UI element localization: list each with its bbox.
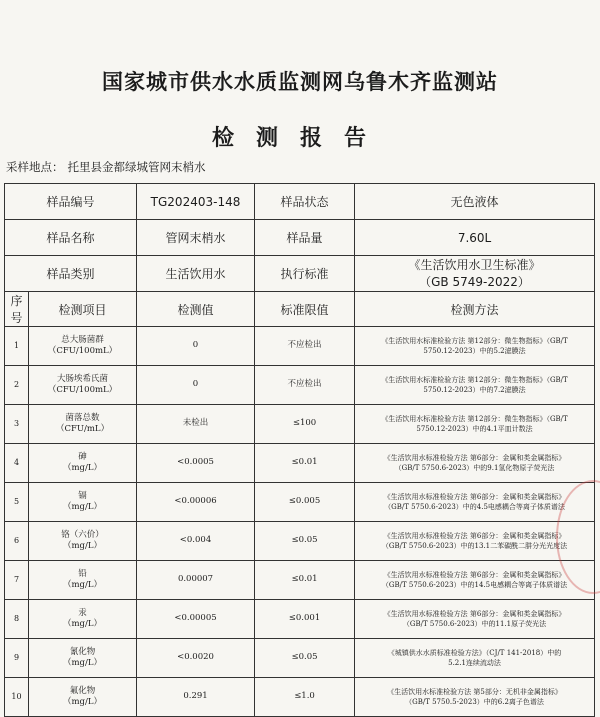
test-value [137,366,255,405]
row-index [5,483,29,522]
test-value [137,483,255,522]
row-index [5,327,29,366]
test-value-line: 0 [192,379,199,390]
test-value [137,600,255,639]
test-item-line: 镉 [78,490,87,501]
standard-limit-line: ≤0.005 [288,496,321,507]
column-header-limit: 标准限值 [255,292,355,327]
sampling-location [6,159,210,175]
test-method-line: 《生活饮用水标准检验方法 第12部分：微生物指标》（GB/T [381,375,568,384]
test-item [29,444,137,483]
row-index-line: 10 [11,691,22,701]
test-item [29,600,137,639]
table-row [5,639,595,678]
test-method [355,678,595,717]
standard-limit-line: ≤0.05 [291,652,318,663]
standard-limit-line: ≤0.01 [291,457,318,468]
standard-limit [255,444,355,483]
column-header-item: 检测项目 [29,292,137,327]
table-row [5,678,595,717]
test-value-line: <0.0020 [177,652,214,663]
test-method-line: 《生活饮用水标准检验方法 第6部分：金属和类金属指标》 [383,531,566,540]
info-row-category [5,256,595,292]
test-item-line: （mg/L） [63,502,103,512]
test-method [355,639,595,678]
test-item-line: （mg/L） [63,658,103,668]
row-index [5,444,29,483]
test-method-line: （GB/T 5750.5-2023）中的6.2离子色谱法 [405,698,544,706]
table-row [5,561,595,600]
column-header-idx: 序号 [5,292,29,327]
column-header-method: 检测方法 [355,292,595,327]
test-item-line: 铬（六价） [61,529,104,540]
test-item-line: （mg/L） [63,580,103,590]
row-index-line: 7 [13,574,20,584]
test-method [355,405,595,444]
row-index [5,405,29,444]
column-header-value: 检测值 [137,292,255,327]
test-method-line: （GB/T 5750.6-2023）中的9.1氢化物原子荧光法 [394,464,555,472]
row-index [5,522,29,561]
standard-limit [255,678,355,717]
test-method-line: 5750.12-2023）中的4.1平皿计数法 [416,425,533,433]
table-row [5,522,595,561]
test-value-line: <0.004 [179,535,212,546]
test-value [137,444,255,483]
test-item [29,639,137,678]
row-index-line: 5 [13,496,20,506]
standard-name: 《生活饮用水卫生标准》 [408,258,541,273]
test-method-line: 《城镇供水水质标准检验方法》（CJ/T 141-2018）中的 [387,648,562,657]
row-index-line: 2 [13,379,20,389]
row-index-line: 3 [13,418,20,428]
test-method-line: 《生活饮用水标准检验方法 第6部分：金属和类金属指标》 [383,570,566,579]
test-value-line: 0.00007 [177,574,214,585]
table-row [5,483,595,522]
sampling-location-label: 采样地点： [6,160,64,174]
row-index-line: 4 [13,457,20,467]
test-value [137,405,255,444]
test-method-line: 5.2.1连续流动法 [448,659,501,667]
sample-state-label: 样品状态 [255,184,355,220]
test-value [137,327,255,366]
row-index [5,600,29,639]
test-value-line: 0 [192,340,199,351]
test-value-line: <0.00006 [174,496,217,507]
test-method-line: 《生活饮用水标准检验方法 第6部分：金属和类金属指标》 [383,453,566,462]
table-row [5,600,595,639]
standard-limit [255,327,355,366]
sample-no-label: 样品编号 [5,184,137,220]
row-index-line: 9 [13,652,20,662]
standard-limit-line: 不应检出 [287,340,322,351]
test-method [355,561,595,600]
sample-name-value: 管网末梢水 [137,220,255,256]
row-index-line: 8 [13,613,20,623]
test-item-line: 菌落总数 [65,412,100,423]
standard-limit [255,522,355,561]
standard-limit-line: ≤0.01 [291,574,318,585]
test-method-line: （GB/T 5750.6-2023）中的14.5电感耦合等离子体质谱法 [381,581,568,589]
test-value [137,678,255,717]
table-row [5,444,595,483]
sample-name-label: 样品名称 [5,220,137,256]
standard-limit [255,639,355,678]
test-item [29,327,137,366]
test-item-line: 总大肠菌群 [61,334,104,345]
test-value-line: 0.291 [183,691,208,702]
standard-limit-line: ≤100 [292,418,317,429]
test-value-line: 未检出 [182,418,209,429]
table-row [5,366,595,405]
row-index [5,639,29,678]
sample-qty-value: 7.60L [355,220,595,256]
test-value-line: <0.00005 [174,613,217,624]
info-row-sample-no [5,184,595,220]
sample-category-value: 生活饮用水 [137,256,255,292]
test-method-line: 5750.12-2023）中的5.2滤膜法 [423,347,526,355]
standard-limit-line: ≤0.001 [288,613,321,624]
test-method-line: （GB/T 5750.6-2023）中的13.1二苯碳酰二肼分光光度法 [381,542,568,550]
test-item-line: 氟化物 [69,685,96,696]
row-index [5,678,29,717]
standard-limit-line: ≤0.05 [291,535,318,546]
test-method [355,366,595,405]
test-item-line: 汞 [78,607,87,618]
test-method [355,444,595,483]
test-method [355,600,595,639]
results-body [5,327,595,717]
test-method-line: 《生活饮用水标准检验方法 第12部分：微生物指标》（GB/T [381,414,568,423]
row-index [5,561,29,600]
table-row [5,405,595,444]
test-method-line: 5750.12-2023）中的7.2滤膜法 [423,386,526,394]
test-method-line: 《生活饮用水标准检验方法 第12部分：微生物指标》（GB/T [381,336,568,345]
standard-value [355,256,595,292]
test-item [29,522,137,561]
test-item-line: 铅 [78,568,87,579]
test-item-line: 氰化物 [69,646,96,657]
test-item-line: （CFU/mL） [55,424,110,434]
standard-limit-line: ≤1.0 [294,691,315,702]
test-item [29,366,137,405]
column-header-row [5,292,595,327]
test-item-line: （CFU/100mL） [47,385,118,395]
standard-limit [255,483,355,522]
sample-category-label: 样品类别 [5,256,137,292]
standard-limit [255,600,355,639]
standard-limit [255,561,355,600]
table-row [5,327,595,366]
row-index-line: 6 [13,535,20,545]
test-item-line: 砷 [78,451,87,462]
row-index-line: 1 [13,340,20,350]
test-value-line: <0.0005 [177,457,214,468]
test-item-line: （mg/L） [63,463,103,473]
test-value [137,639,255,678]
test-method-line: 《生活饮用水标准检验方法 第6部分：金属和类金属指标》 [383,492,566,501]
sampling-location-value: 托里县金都绿城管网末梢水 [67,160,206,174]
test-item-line: （mg/L） [63,697,103,707]
standard-limit-line: 不应检出 [287,379,322,390]
report-table [4,183,595,717]
test-value [137,522,255,561]
info-row-sample-name [5,220,595,256]
standard-code: （GB 5749-2022） [419,274,530,289]
sample-no-value: TG202403-148 [137,184,255,220]
test-item [29,483,137,522]
test-method-line: （GB/T 5750.6-2023）中的11.1原子荧光法 [402,620,547,628]
test-method [355,327,595,366]
test-item [29,405,137,444]
test-item-line: （CFU/100mL） [47,346,118,356]
test-method-line: 《生活饮用水标准检验方法 第6部分：金属和类金属指标》 [383,609,566,618]
sample-qty-label: 样品量 [255,220,355,256]
test-method-line: （GB/T 5750.6-2023）中的4.5电感耦合等离子体质谱法 [384,503,565,511]
test-item-line: 大肠埃希氏菌 [57,373,109,384]
standard-limit [255,366,355,405]
test-method-line: 《生活饮用水标准检验方法 第5部分：无机非金属指标》 [387,687,562,696]
report-title: 检测报告 [211,126,388,151]
standard-limit [255,405,355,444]
test-item-line: （mg/L） [63,541,103,551]
organization-title: 国家城市供水水质监测网乌鲁木齐监测站 [102,70,498,94]
test-value [137,561,255,600]
test-item [29,678,137,717]
test-item [29,561,137,600]
row-index [5,366,29,405]
test-item-line: （mg/L） [63,619,103,629]
sample-state-value: 无色液体 [355,184,595,220]
standard-label: 执行标准 [255,256,355,292]
